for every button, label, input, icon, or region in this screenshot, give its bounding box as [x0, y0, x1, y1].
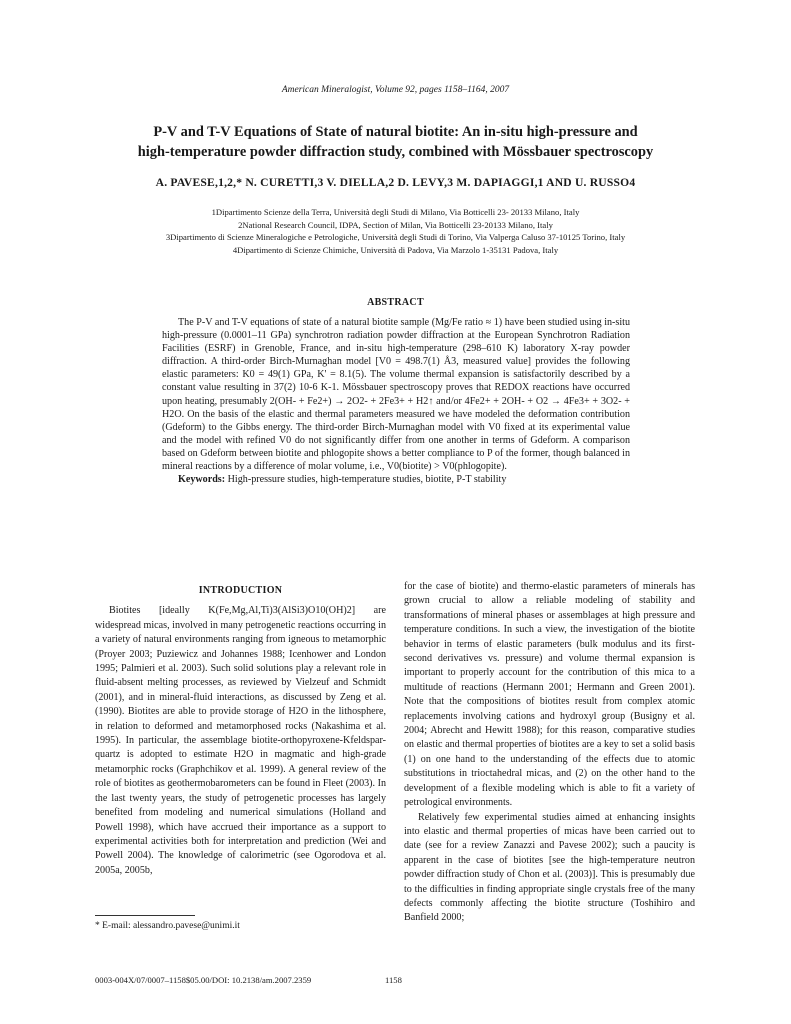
footnote-rule [95, 915, 195, 916]
intro-paragraph-1: Biotites [ideally K(Fe,Mg,Al,Ti)3(AlSi3)O10(OH)2] are widespread micas, involved in many petrogenetic reactions occurring in a variety of natural environments ranging from igneous to metamorphic (Proyer 2003; Puziewicz and Johannes 1988; Icenhower and London 1995; Palmieri et al. 2003). Such solid solutions play a relevant role in fluid-absent melting processes, as reviewed by Vielzeuf and Schmidt (2001), and in mineral-fluid interactions, as discussed by Zeng et al. (1990). Biotites are able to provide storage of H2O in the lithosphere, in relation to deformed and metamorphosed rocks (Nakashima et al. 1995). In particular, the assemblage biotite-orthopyroxene-Kfeldspar-quartz is adopted to estimate H2O in magmatic and high-grade metamorphic rocks (Graphchikov et al. 1999). A general review of the role of biotites as geothermobarometers can be found in Fleet (2003). In the last twenty years, the study of petrogenetic processes has largely benefited from modeling and numerical simulations (Holland and Powell 1998), which have accrued their importance as a support to experimental activities both for interpretation and prediction (Wei and Powell 2004). The knowledge of calorimetric (see Ogorodova et al. 2005a, 2005b, [95, 605, 386, 876]
affiliation-4: 4Dipartimento di Scienze Chimiche, Università di Padova, Via Marzolo 1-35131 Padova, Italy [232, 244, 559, 255]
title-line-1: P-V and T-V Equations of State of natural biotite: An in-situ high-pressure and [153, 124, 638, 140]
keywords [162, 473, 630, 486]
intro-paragraph-2: for the case of biotite) and thermo-elastic parameters of minerals has grown crucial to allow a reliable modeling of stability and transformations of mineral phases or assemblages at high pressure and temperature conditions. In such a view, the investigation of the biotite behavior in terms of elastic parameters (bulk modulus and its first-second derivatives vs. pressure) and volume thermal expansion is important to properly account for the contribution of this mica to a multitude of reactions (Hermann 2001; Hermann and Green 2001). Note that the compositions of biotites result from complex atomic replacements involving cations and hydroxyl group (Busigny et al. 2004; Abrecht and Hewitt 1988); for this reason, comparative studies on elastic and thermal properties of biotites are a key to set a solid basis (1) on one hand to the understanding of the effects due to atomic substitutions in trioctahedral micas, and (2) on the other hand to the development of a flexible modeling which is able to fit a variety of petrological environments. [404, 581, 695, 809]
author-list: A. PAVESE,1,2,* N. CURETTI,3 V. DIELLA,2 D. LEVY,3 M. DAPIAGGI,1 AND U. RUSSO4 [155, 176, 636, 189]
affiliation-2: 2National Research Council, IDPA, Section of Milan, Via Botticelli 23-20133 Milano, Italy [238, 219, 553, 230]
left-column [95, 580, 386, 878]
keywords-label: Keywords: [178, 474, 226, 486]
paper-title [60, 122, 731, 162]
running-head: American Mineralogist, Volume 92, pages 1158–1164, 2007 [281, 85, 510, 95]
introduction-heading: INTRODUCTION [198, 585, 283, 596]
keywords-text: High-pressure studies, high-temperature studies, biotite, P-T stability [227, 474, 507, 486]
affiliation-1: 1Dipartimento Scienze della Terra, Università degli Studi di Milano, Via Botticelli 23- 20133 Milano, Italy [211, 207, 580, 217]
footnote-email: * E-mail: alessandro.pavese@unimi.it [95, 921, 240, 931]
abstract-heading: ABSTRACT [367, 297, 424, 308]
abstract-text: The P-V and T-V equations of state of a natural biotite sample (Mg/Fe ratio ≈ 1) have been studied using in-situ high-pressure (0.0001–11 GPa) synchrotron radiation powder diffraction at the European Synchrotron Radiation Facilities (ESRF) in Grenoble, France, and in-situ high-temperature (298–610 K) laboratory X-ray powder diffraction. A third-order Birch-Murnaghan model [V0 = 498.7(1) Å3, measured value] provides the following elastic parameters: K0 = 49(1) GPa, K' = 8.1(5). The volume thermal expansion is satisfactorily described by a constant value resulting in 37(2) 10-6 K-1. Mössbauer spectroscopy proves that REDOX reactions have occurred upon heating, presumably 2(OH- + Fe2+) → 2O2- + 2Fe3+ + H2↑ and/or 4Fe2+ + 2OH- + O2 → 4Fe3+ + 3O2- + H2O. On the basis of the elastic and thermal parameters measured we have modeled the deformation contribution (Gdeform) to the Gibbs energy. The third-order Birch-Murnaghan model with V0 fixed at its experimental value and the model with refined V0 do not significantly differ from one another in terms of Gdeform. A comparison based on Gdeform between biotite and phlogopite shows a better compliance to P of the former, though balanced in mineral reactions by a difference of molar volume, i.e., V0(biotite) > V0(phlogopite). [162, 317, 630, 473]
affiliation-3: 3Dipartimento di Scienze Mineralogiche e Petrologiche, Università degli Studi di Torino, Via Valperga Caluso 37-10125 Torino, Italy [165, 232, 626, 243]
right-column [404, 580, 695, 926]
abstract [162, 316, 630, 486]
footer-doi: 0003-004X/07/0007–1158$05.00/DOI: 10.2138/am.2007.2359 [95, 975, 312, 985]
page-number: 1158 [385, 975, 402, 985]
title-line-2: high-temperature powder diffraction study, combined with Mössbauer spectroscopy [137, 144, 654, 160]
intro-paragraph-3: Relatively few experimental studies aimed at enhancing insights into elastic and thermal properties of micas have been carried out to date (see for a review Zanazzi and Pavese 2002); such a paucity is apparent in the case of biotites [see the high-temperature neutron powder diffraction study of Chon et al. (2003)]. This is presumably due to the difficulties in finding appropriate single crystals free of the many defects commonly affecting the biotite structure (Toshihiro and Banfield 2000; [404, 811, 695, 924]
affiliations [40, 206, 751, 256]
